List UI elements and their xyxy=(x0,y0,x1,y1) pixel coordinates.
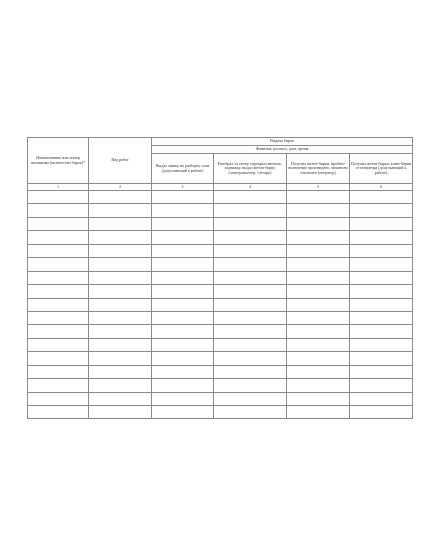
header-received-admitter: Получил жетон-бирки, ключ-бирки от оператора (допускающий к работе) xyxy=(350,154,413,184)
table-cell xyxy=(350,311,413,324)
table-cell xyxy=(89,191,152,204)
table-cell xyxy=(350,325,413,338)
table-cell xyxy=(287,217,350,230)
table-cell xyxy=(152,365,214,378)
table-row xyxy=(28,298,413,311)
table-cell xyxy=(152,231,214,244)
table-cell xyxy=(28,365,89,378)
table-cell xyxy=(89,365,152,378)
table-cell xyxy=(28,325,89,338)
table-cell xyxy=(152,217,214,230)
table-row xyxy=(28,338,413,351)
table-cell xyxy=(28,392,89,405)
table-cell xyxy=(28,352,89,365)
table-cell xyxy=(152,325,214,338)
table-cell xyxy=(28,271,89,284)
header-work-type: Вид работ xyxy=(89,138,152,184)
table-cell xyxy=(287,352,350,365)
table-cell xyxy=(350,379,413,392)
table-cell xyxy=(214,217,287,230)
table-cell xyxy=(214,311,287,324)
table-cell xyxy=(214,191,287,204)
table-cell xyxy=(287,311,350,324)
table-cell xyxy=(89,311,152,324)
table-cell xyxy=(28,231,89,244)
table-cell xyxy=(350,365,413,378)
table-cell xyxy=(214,285,287,298)
table-cell xyxy=(287,258,350,271)
table-cell xyxy=(89,379,152,392)
table-body xyxy=(28,191,413,419)
table-cell xyxy=(287,338,350,351)
table-cell xyxy=(287,379,350,392)
table-row xyxy=(28,352,413,365)
table-cell xyxy=(214,392,287,405)
table-row xyxy=(28,285,413,298)
table-cell xyxy=(214,338,287,351)
table-cell xyxy=(287,204,350,217)
column-number-1: 1 xyxy=(28,184,89,191)
table-cell xyxy=(89,271,152,284)
table-cell xyxy=(287,271,350,284)
table-cell xyxy=(214,244,287,257)
table-cell xyxy=(89,392,152,405)
table-cell xyxy=(152,191,214,204)
table-cell xyxy=(287,325,350,338)
table-cell xyxy=(214,271,287,284)
table-cell xyxy=(214,231,287,244)
table-row xyxy=(28,325,413,338)
table-cell xyxy=(89,231,152,244)
header-mechanism: Наименование или номер механизма (количество бирок)* xyxy=(28,138,89,184)
table-cell xyxy=(214,258,287,271)
table-cell xyxy=(350,352,413,365)
table-cell xyxy=(28,285,89,298)
table-row xyxy=(28,204,413,217)
table-row xyxy=(28,379,413,392)
table-cell xyxy=(89,204,152,217)
table-cell xyxy=(28,338,89,351)
table-row xyxy=(28,217,413,230)
registration-table xyxy=(27,137,413,419)
table-cell xyxy=(152,285,214,298)
table-cell xyxy=(152,271,214,284)
table-cell xyxy=(89,406,152,419)
table-cell xyxy=(287,191,350,204)
column-number-5: 5 xyxy=(287,184,350,191)
table-cell xyxy=(28,217,89,230)
table-cell xyxy=(287,244,350,257)
header-received-operator: Получил жетон-бирки, пробное включение произведено, механизм отключен (оператор) xyxy=(287,154,350,184)
table-cell xyxy=(152,379,214,392)
table-cell xyxy=(152,392,214,405)
table-cell xyxy=(350,271,413,284)
table-cell xyxy=(89,285,152,298)
table-cell xyxy=(28,204,89,217)
table-cell xyxy=(28,379,89,392)
header-signature-info: Фамилия, роспись, дата, время xyxy=(152,146,413,154)
table-cell xyxy=(89,217,152,230)
table-row xyxy=(28,406,413,419)
table-cell xyxy=(152,244,214,257)
table-cell xyxy=(350,338,413,351)
table-row xyxy=(28,311,413,324)
table-cell xyxy=(214,379,287,392)
table-cell xyxy=(350,298,413,311)
table-cell xyxy=(152,298,214,311)
table-row xyxy=(28,231,413,244)
table-cell xyxy=(89,352,152,365)
table-cell xyxy=(89,338,152,351)
table-cell xyxy=(350,244,413,257)
table-cell xyxy=(89,325,152,338)
column-number-4: 4 xyxy=(214,184,287,191)
table-cell xyxy=(350,217,413,230)
table-row xyxy=(28,244,413,257)
table-cell xyxy=(350,258,413,271)
table-cell xyxy=(28,244,89,257)
table-cell xyxy=(28,311,89,324)
table-cell xyxy=(152,204,214,217)
table-cell xyxy=(28,258,89,271)
header-issued-request: Выдал заявку на разборку схем (допускающий к работе) xyxy=(152,154,214,184)
table-cell xyxy=(152,311,214,324)
table-cell xyxy=(89,298,152,311)
table-cell xyxy=(350,392,413,405)
table-row xyxy=(28,365,413,378)
table-cell xyxy=(287,298,350,311)
table-cell xyxy=(214,325,287,338)
table-cell xyxy=(214,406,287,419)
table-row xyxy=(28,392,413,405)
table-cell xyxy=(287,285,350,298)
table-cell xyxy=(214,365,287,378)
table-cell xyxy=(350,231,413,244)
table-cell xyxy=(287,392,350,405)
table-cell xyxy=(152,258,214,271)
table-cell xyxy=(214,298,287,311)
table-cell xyxy=(350,204,413,217)
table-row xyxy=(28,258,413,271)
column-number-2: 2 xyxy=(89,184,152,191)
table-cell xyxy=(152,338,214,351)
column-number-3: 3 xyxy=(152,184,214,191)
table-cell xyxy=(214,352,287,365)
table-cell xyxy=(350,406,413,419)
table-cell xyxy=(152,406,214,419)
table-row xyxy=(28,191,413,204)
table-cell xyxy=(214,204,287,217)
table-cell xyxy=(89,244,152,257)
table-cell xyxy=(152,352,214,365)
table-cell xyxy=(287,406,350,419)
table-cell xyxy=(287,365,350,378)
table-cell xyxy=(28,406,89,419)
table-row xyxy=(28,271,413,284)
table-cell xyxy=(28,298,89,311)
table-cell xyxy=(287,231,350,244)
header-disassembled-scheme: Разобрал эл.схему, перекрыл вентиль, задвижку, выдал жетон-бирку (электромонтер, слесарь) xyxy=(214,154,287,184)
table-cell xyxy=(89,258,152,271)
column-number-6: 6 xyxy=(350,184,413,191)
header-tag-issue: Выдача бирок xyxy=(152,138,413,146)
table-cell xyxy=(350,285,413,298)
table-cell xyxy=(28,191,89,204)
table-cell xyxy=(350,191,413,204)
